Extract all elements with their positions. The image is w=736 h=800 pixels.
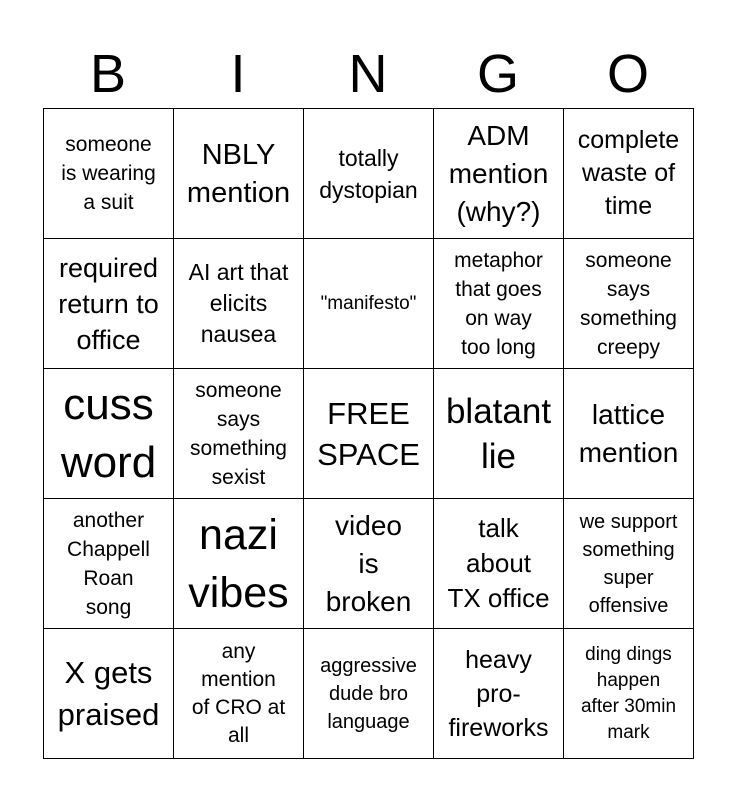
cell-text: someone is wearing a suit xyxy=(61,133,156,214)
cell-text: X gets praised xyxy=(57,654,160,732)
bingo-cell[interactable] xyxy=(44,369,174,499)
bingo-cell[interactable] xyxy=(44,499,174,629)
bingo-cell[interactable] xyxy=(434,369,564,499)
bingo-cell[interactable] xyxy=(174,239,304,369)
cell-text: talk about TX office xyxy=(447,513,550,613)
header-letter-o: O xyxy=(606,44,649,104)
cell-text: someone says something sexist xyxy=(190,378,287,489)
cell-text: aggressive dude bro language xyxy=(320,654,417,733)
cell-text: complete waste of time xyxy=(577,126,680,220)
bingo-row xyxy=(44,499,694,629)
cell-text: totally dystopian xyxy=(319,144,418,203)
header-letter-i: I xyxy=(230,44,246,104)
bingo-cell[interactable] xyxy=(304,109,434,239)
bingo-cell[interactable] xyxy=(174,369,304,499)
cell-text: we support something super offensive xyxy=(579,510,678,617)
bingo-cell[interactable] xyxy=(564,629,694,759)
cell-text: video is broken xyxy=(325,509,412,617)
bingo-cell[interactable] xyxy=(434,629,564,759)
header-letter-b: B xyxy=(89,44,127,104)
bingo-cell[interactable] xyxy=(174,109,304,239)
bingo-card-grid xyxy=(43,108,694,759)
cell-text: metaphor that goes on way too long xyxy=(454,248,543,359)
bingo-row xyxy=(44,629,694,759)
free-space-cell[interactable] xyxy=(304,369,434,499)
bingo-cell[interactable] xyxy=(304,499,434,629)
bingo-cell[interactable] xyxy=(564,239,694,369)
bingo-cell[interactable] xyxy=(174,629,304,759)
cell-text: ding dings happen after 30min mark xyxy=(580,643,677,743)
cell-text: NBLY mention xyxy=(186,138,291,209)
bingo-row xyxy=(44,239,694,369)
cell-text: FREE SPACE xyxy=(317,395,420,472)
bingo-cell[interactable] xyxy=(434,109,564,239)
bingo-cell[interactable] xyxy=(564,369,694,499)
bingo-cell[interactable] xyxy=(434,239,564,369)
bingo-cell[interactable] xyxy=(44,629,174,759)
bingo-cell[interactable] xyxy=(44,239,174,369)
cell-text: heavy pro- fireworks xyxy=(448,645,549,742)
bingo-row xyxy=(44,109,694,239)
bingo-cell[interactable] xyxy=(434,499,564,629)
bingo-cell[interactable] xyxy=(44,109,174,239)
bingo-cell[interactable] xyxy=(174,499,304,629)
cell-text: blatant lie xyxy=(445,391,552,476)
cell-text: lattice mention xyxy=(578,398,679,468)
cell-text: "manifesto" xyxy=(320,292,417,314)
cell-text: any mention of CRO at all xyxy=(191,639,286,747)
cell-text: AI art that elicits nausea xyxy=(188,259,289,347)
bingo-cell[interactable] xyxy=(304,629,434,759)
cell-text: nazi vibes xyxy=(188,510,289,617)
cell-text: cuss word xyxy=(60,379,157,487)
header-letter-g: G xyxy=(476,44,519,104)
bingo-cell[interactable] xyxy=(564,109,694,239)
cell-text: ADM mention (why?) xyxy=(448,119,549,227)
bingo-header xyxy=(43,40,693,108)
cell-text: required return to office xyxy=(58,252,159,355)
bingo-cell[interactable] xyxy=(564,499,694,629)
bingo-row xyxy=(44,369,694,499)
header-letter-n: N xyxy=(348,44,388,104)
bingo-cell[interactable] xyxy=(304,239,434,369)
cell-text: someone says something creepy xyxy=(580,248,677,359)
cell-text: another Chappell Roan song xyxy=(67,508,150,619)
